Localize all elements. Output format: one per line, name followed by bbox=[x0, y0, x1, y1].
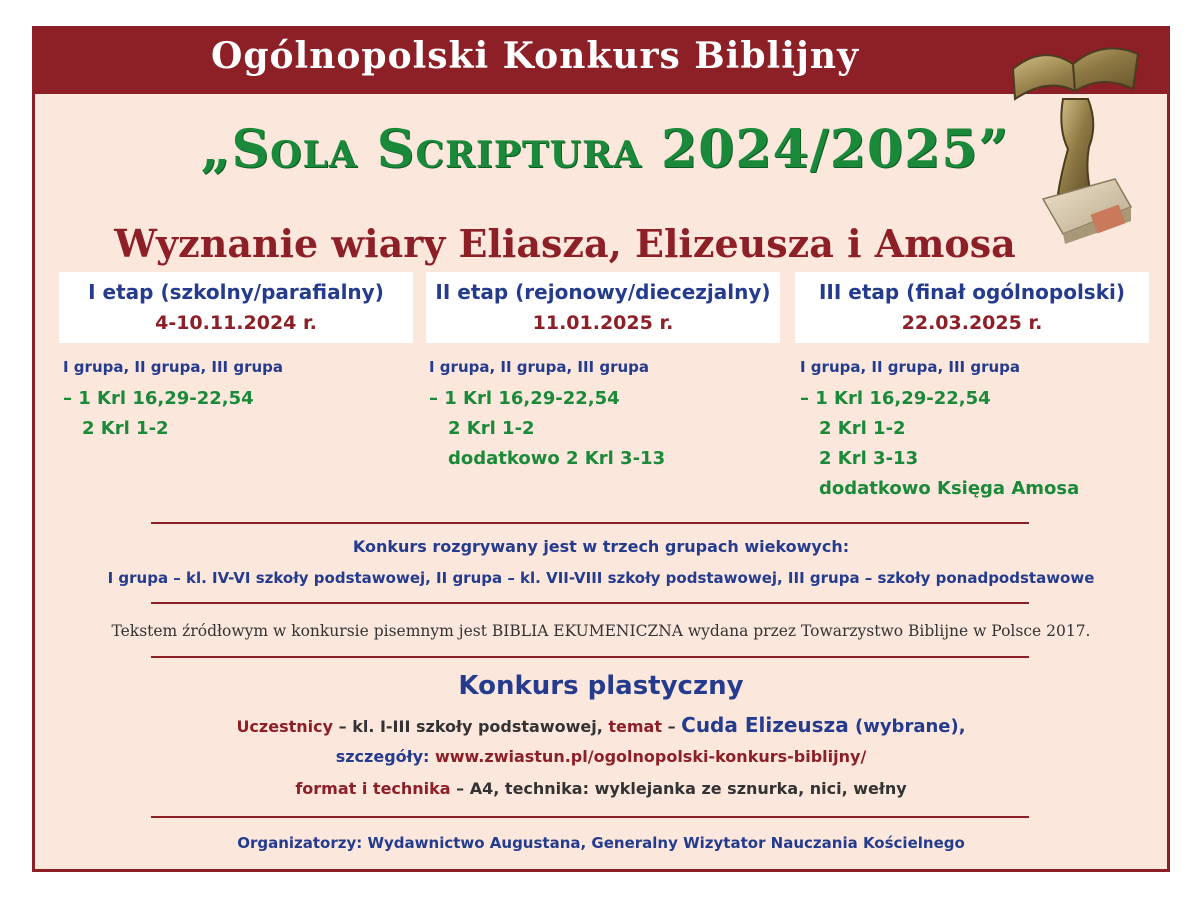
reading-line: – 1 Krl 16,29-22,54 bbox=[63, 388, 254, 409]
age-groups-heading: Konkurs rozgrywany jest w trzech grupach wiekowych: bbox=[352, 537, 850, 556]
reading-line: dodatkowo Księga Amosa bbox=[819, 478, 1080, 499]
reading-line: – 1 Krl 16,29-22,54 bbox=[429, 388, 620, 409]
reading-line: 2 Krl 1-2 bbox=[82, 418, 169, 439]
stage-box-2 bbox=[426, 272, 780, 343]
art-contest-heading: Konkurs plastyczny bbox=[458, 671, 744, 701]
topic-dash: – bbox=[662, 717, 682, 736]
contest-title: „Sola Scriptura 2024/2025” bbox=[200, 119, 1010, 180]
stage-readings-2 bbox=[429, 358, 769, 474]
details-label: szczegóły: bbox=[335, 747, 435, 766]
reading-line: 2 Krl 1-2 bbox=[448, 418, 535, 439]
contest-subtitle: Wyznanie wiary Eliasza, Elizeusza i Amosa bbox=[114, 221, 1016, 266]
topic-value: Cuda Elizeusza bbox=[681, 713, 849, 737]
divider bbox=[151, 656, 1029, 658]
topic-note: (wybrane), bbox=[848, 716, 966, 737]
stage-name: III etap (finał ogólnopolski) bbox=[818, 280, 1125, 304]
stage-date: 22.03.2025 r. bbox=[901, 312, 1043, 334]
stage-groups: I grupa, II grupa, III grupa bbox=[429, 358, 650, 376]
divider bbox=[151, 602, 1029, 604]
format-value: – A4, technika: wyklejanka ze sznurka, nici, wełny bbox=[450, 779, 907, 798]
topic-label: temat bbox=[608, 717, 662, 736]
stage-date: 11.01.2025 r. bbox=[532, 312, 674, 334]
reading-line: dodatkowo 2 Krl 3-13 bbox=[448, 448, 666, 469]
reading-line: 2 Krl 1-2 bbox=[819, 418, 906, 439]
divider bbox=[151, 522, 1029, 524]
stage-box-3 bbox=[795, 272, 1149, 343]
participants-label: Uczestnicy bbox=[236, 717, 334, 736]
age-groups-details: I grupa – kl. IV-VI szkoły podstawowej, II grupa – kl. VII-VIII szkoły podstawowej, III grupa – szkoły ponadpodstawowe bbox=[107, 569, 1095, 587]
art-contest-format bbox=[35, 779, 1167, 798]
stage-name: II etap (rejonowy/diecezjalny) bbox=[435, 280, 771, 304]
format-label: format i technika bbox=[295, 779, 451, 798]
reading-line: 2 Krl 3-13 bbox=[819, 448, 919, 469]
stage-box-1 bbox=[59, 272, 413, 343]
divider bbox=[151, 816, 1029, 818]
art-contest-participants bbox=[35, 713, 1167, 737]
stage-date: 4-10.11.2024 r. bbox=[155, 312, 317, 334]
banner-title: Ogólnopolski Konkurs Biblijny bbox=[211, 35, 859, 77]
art-contest-details bbox=[35, 747, 1167, 766]
stage-readings-3 bbox=[800, 358, 1140, 504]
stage-name: I etap (szkolny/parafialny) bbox=[88, 280, 384, 304]
stage-groups: I grupa, II grupa, III grupa bbox=[800, 358, 1021, 376]
organizers: Organizatorzy: Wydawnictwo Augustana, Generalny Wizytator Nauczania Kościelnego bbox=[237, 834, 965, 852]
participants-value: – kl. I-III szkoły podstawowej, bbox=[333, 717, 609, 736]
source-text: Tekstem źródłowym w konkursie pisemnym jest BIBLIA EKUMENICZNA wydana przez Towarzystwo Biblijne w Polsce 2017. bbox=[111, 622, 1091, 640]
poster-frame bbox=[32, 26, 1170, 872]
stage-groups: I grupa, II grupa, III grupa bbox=[63, 358, 284, 376]
reading-line: – 1 Krl 16,29-22,54 bbox=[800, 388, 991, 409]
header-banner bbox=[35, 29, 1167, 94]
stage-readings-1 bbox=[63, 358, 403, 444]
details-url-link[interactable]: www.zwiastun.pl/ogolnopolski-konkurs-biblijny/ bbox=[434, 747, 867, 766]
